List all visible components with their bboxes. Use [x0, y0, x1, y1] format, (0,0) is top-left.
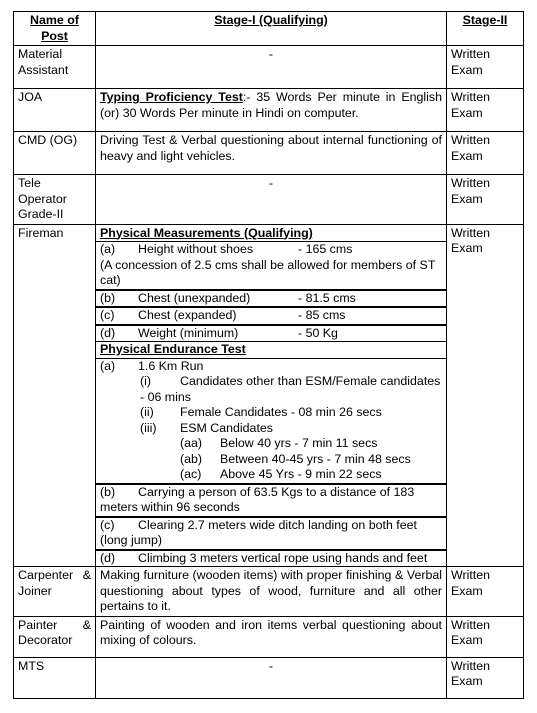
table-row	[14, 46, 524, 89]
post-name: CMD (OG)	[14, 132, 96, 175]
run-sub-iii	[100, 421, 442, 437]
post-name: Carpenter & Joiner	[14, 567, 96, 617]
item-text: Below 40 yrs - 7 min 11 secs	[220, 436, 378, 450]
item-text: Above 45 Yrs - 9 min 22 secs	[220, 467, 382, 481]
item-text: Carrying a person of 63.5 Kgs to a distance of 183 meters within 96 seconds	[100, 484, 415, 514]
stage2-text: Written Exam	[447, 175, 524, 225]
item-label: (c)	[100, 517, 115, 532]
run-sub-aa	[100, 436, 442, 452]
item-label: (b)	[100, 290, 116, 305]
chest-expanded-requirement	[95, 307, 447, 325]
item-label: (d)	[100, 550, 116, 565]
table-row-fireman	[14, 224, 524, 567]
item-label: (iii)	[140, 420, 157, 435]
concession-note: (A concession of 2.5 cms shall be allowed for members of ST cat)	[100, 257, 436, 287]
stage1-text: Painting of wooden and iron items verbal questioning about mixing of colours.	[96, 616, 447, 657]
stage2-text: Written Exam	[447, 89, 524, 132]
run-sub-ac	[100, 467, 442, 483]
stage1-text: Making furniture (wooden items) with proper finishing & Verbal questioning about types of wood, furniture and all other pertains to it.	[96, 567, 447, 617]
fireman-requirements	[96, 224, 447, 567]
post-name: JOA	[14, 89, 96, 132]
item-text: ESM Candidates	[180, 420, 273, 435]
measure-value: - 165 cms	[298, 242, 353, 256]
ditch-requirement	[95, 517, 447, 550]
item-text: Female Candidates - 08 min 26 secs	[180, 405, 382, 419]
chest-unexpanded-requirement	[95, 290, 447, 308]
stage1-detail: :- 35 Words Per minute in English (or) 30 Words Per minute in Hindi on computer.	[100, 90, 442, 120]
table-row	[14, 132, 524, 175]
stage1-text	[96, 89, 447, 132]
stage1-text: -	[96, 175, 447, 225]
recruitment-stages-table-wrapper	[13, 11, 524, 699]
table-row	[14, 616, 524, 657]
measure-value: - 81.5 cms	[298, 290, 356, 305]
item-text: 1.6 Km Run	[138, 358, 204, 373]
carry-requirement	[95, 484, 447, 517]
measure-name: Height without shoes	[138, 242, 254, 256]
item-label: (i)	[140, 374, 152, 388]
item-label: (ac)	[180, 467, 202, 481]
item-label: (c)	[100, 308, 115, 322]
post-name: Tele Operator Grade-II	[14, 175, 96, 225]
weight-requirement	[95, 325, 447, 343]
stage2-text: Written Exam	[447, 132, 524, 175]
item-text: Climbing 3 meters vertical rope using hands and feet	[138, 550, 428, 565]
stage1-text: -	[96, 46, 447, 89]
table-row	[14, 89, 524, 132]
recruitment-stages-table	[13, 11, 524, 699]
item-label: (d)	[100, 325, 116, 340]
stage2-text: Written Exam	[447, 224, 524, 567]
table-row	[14, 657, 524, 698]
table-row	[14, 567, 524, 617]
run-sub-i	[100, 374, 442, 405]
measure-name: Weight (minimum)	[138, 325, 239, 340]
header-name-of-post: Name of Post	[14, 12, 96, 46]
post-name: Material Assistant	[14, 46, 96, 89]
measure-value: - 85 cms	[298, 308, 346, 322]
table-row	[14, 175, 524, 225]
stage2-text: Written Exam	[447, 567, 524, 617]
item-text: Between 40-45 yrs - 7 min 48 secs	[220, 451, 411, 466]
stage1-text: Driving Test & Verbal questioning about internal functioning of heavy and light vehicles.	[96, 132, 447, 175]
physical-endurance-title: Physical Endurance Test	[100, 342, 246, 356]
rope-requirement	[95, 550, 447, 567]
run-requirement	[95, 358, 447, 484]
item-label: (ii)	[140, 405, 154, 419]
header-stage-1: Stage-I (Qualifying)	[96, 12, 447, 46]
measure-name: Chest (unexpanded)	[138, 290, 251, 305]
post-name: Fireman	[14, 224, 96, 567]
measure-value: - 50 Kg	[298, 325, 338, 340]
stage2-text: Written Exam	[447, 46, 524, 89]
item-label: (b)	[100, 484, 116, 499]
run-sub-ii	[100, 405, 442, 421]
post-name: MTS	[14, 657, 96, 698]
height-requirement	[95, 241, 447, 290]
run-sub-ab	[100, 452, 442, 468]
table-header-row	[14, 12, 524, 46]
item-label: (aa)	[180, 436, 203, 450]
post-name: Painter & Decorator	[14, 616, 96, 657]
measure-name: Chest (expanded)	[138, 308, 237, 322]
physical-measurements-title: Physical Measurements (Qualifying)	[100, 225, 313, 240]
item-text: Clearing 2.7 meters wide ditch landing on both feet (long jump)	[100, 517, 417, 547]
stage1-text: -	[96, 657, 447, 698]
item-label: (a)	[100, 358, 116, 373]
header-stage-2: Stage-II	[447, 12, 524, 46]
item-text: Candidates other than ESM/Female candidates - 06 mins	[140, 374, 441, 404]
item-label: (ab)	[180, 451, 203, 466]
stage1-bold-title: Typing Proficiency Test	[100, 90, 243, 104]
stage2-text: Written Exam	[447, 657, 524, 698]
item-label: (a)	[100, 242, 116, 256]
stage2-text: Written Exam	[447, 616, 524, 657]
